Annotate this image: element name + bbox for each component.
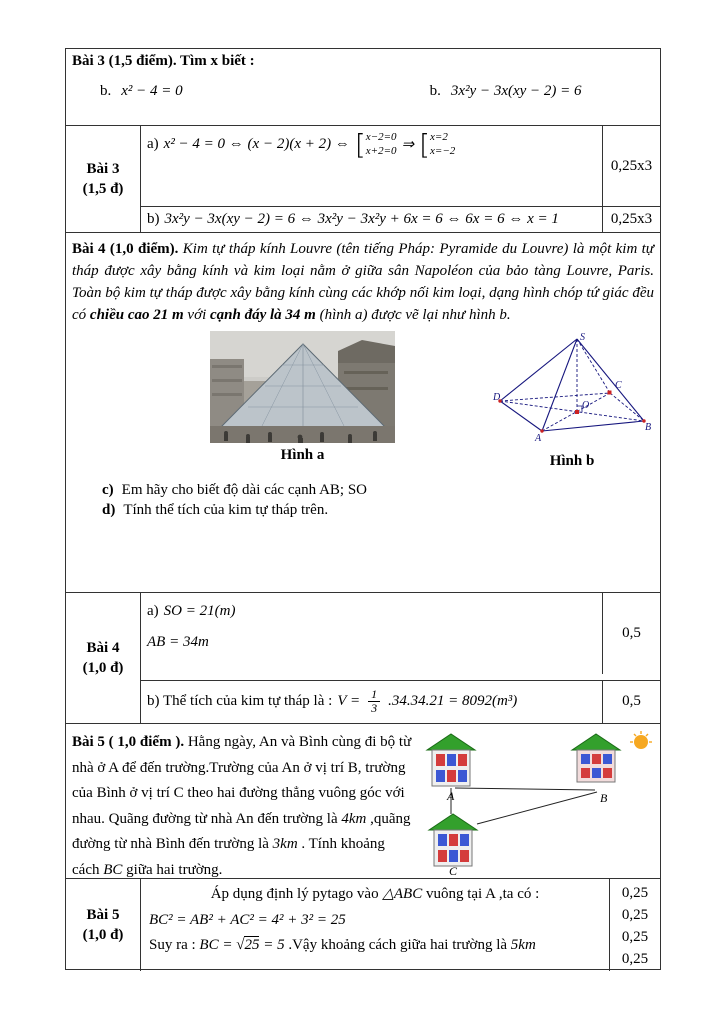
bai3-equations [72, 83, 654, 100]
louvre-photo [210, 331, 395, 443]
pyramid-apex-label: S [580, 332, 585, 343]
bai5-line1-post: vuông tại A ,ta có : [422, 886, 540, 902]
bai3-solution-row-a [141, 126, 603, 206]
pyramid-b-label: B [645, 422, 652, 433]
bai3-a-case1-top: x−2=0 [365, 131, 397, 143]
house-icon-b [572, 734, 620, 782]
figure-b [492, 331, 652, 470]
bai4-b-formula [147, 688, 517, 717]
bai3-score-b-value: 0,25x3 [610, 211, 653, 227]
bai4-solution-row-a [141, 593, 603, 674]
bai3-solution-label-line2: (1,5 đ) [82, 181, 124, 197]
bai3-b-prefix: b) [147, 211, 160, 227]
bai3-a-case2-top: x=2 [430, 131, 448, 143]
bai5-line3-km: 5km [510, 937, 536, 953]
bai4-a-line2 [147, 634, 596, 651]
bai4-a-prefix: a) [147, 603, 159, 619]
bai5-line3-conclusion: .Vậy khoảng cách giữa hai trường là [284, 937, 511, 953]
figure-a-caption: Hình a [280, 447, 325, 463]
bai3-score-b [603, 206, 660, 232]
bai3-solution-row-b [141, 206, 603, 232]
question-d-text: Tính thể tích của kim tự tháp trên. [123, 502, 329, 518]
house-icon-a [427, 734, 475, 786]
bai5-score-4: 0,25 [621, 951, 649, 967]
map-label-b: B [600, 791, 608, 805]
bai4-score-a [603, 593, 660, 674]
bai5-solution-content [141, 879, 610, 971]
bai4-figures [72, 331, 654, 470]
bai4-questions [102, 480, 654, 520]
radicand-value: 25 [244, 937, 260, 953]
bai3-solution-label-line1: Bài 3 [86, 161, 120, 177]
bai5-text-3: . Tính khoảng cách [72, 836, 385, 878]
fraction-denominator: 3 [371, 701, 378, 716]
left-bracket-icon: [ [419, 127, 431, 161]
map-label-c: C [449, 864, 458, 876]
question-c-label: c) [102, 482, 114, 498]
bai3-equation-1 [100, 83, 183, 100]
bai3-score-a-value: 0,25x3 [610, 157, 653, 174]
bai4-solution-row-b [141, 680, 603, 723]
bai5-statement-section [66, 724, 660, 879]
bai4-text-2: với [183, 307, 211, 323]
bai4-solution-label-line2: (1,0 đ) [82, 660, 124, 676]
fraction-numerator: 1 [368, 688, 380, 703]
bai5-distance-ac: 3km [272, 836, 298, 852]
bai3-equation-2-label: b. [429, 83, 441, 99]
bai4-a-line1 [147, 603, 596, 620]
question-d-label: d) [102, 502, 116, 518]
bai5-line1-pre: Áp dụng định lý pytago vào [210, 886, 383, 902]
triangle-abc: △ABC [382, 886, 423, 902]
bai3-solution-a-formula [147, 127, 596, 161]
bai4-solution-label [66, 593, 141, 723]
bai4-height-value: chiều cao 21 m [89, 307, 184, 323]
one-third-fraction [368, 688, 380, 717]
bai3-a-prefix: a) [147, 135, 159, 152]
pyramid-d-label: D [493, 392, 501, 403]
bai5-score-2: 0,25 [621, 907, 649, 923]
bai5-line3-bc: BC = [199, 937, 237, 953]
bai3-a-cases-1 [354, 127, 397, 161]
bai5-scores [610, 879, 660, 971]
bai3-equation-1-formula: x² − 4 = 0 [121, 83, 183, 99]
bai5-solution-label-line1: Bài 5 [86, 907, 120, 923]
schools-map-diagram [419, 730, 656, 876]
bai5-solution-line3 [149, 937, 601, 954]
bai4-solution-table [66, 593, 660, 724]
bai3-a-main-formula: x² − 4 = 0 ⇔ (x − 2)(x + 2) ⇔ [163, 135, 350, 152]
bai3-a-case2-bottom: x=−2 [430, 145, 456, 158]
bai5-bc-symbol: BC [103, 861, 123, 878]
bai3-score-a [603, 126, 660, 206]
bai3-equation-1-label: b. [100, 83, 112, 99]
bai5-score-3: 0,25 [621, 929, 649, 945]
bai5-text-2: ,quãng đường từ nhà Bình đến trường là [72, 810, 411, 852]
bai4-b-v: V = [337, 693, 361, 710]
bai4-statement-section [66, 233, 660, 593]
house-icon-c [429, 814, 477, 866]
bai4-solution-label-line1: Bài 4 [86, 640, 120, 656]
bai5-solution-table [66, 879, 660, 971]
bai5-score-1: 0,25 [621, 885, 649, 901]
bai5-text-1: Hằng ngày, An và Bình cùng đi bộ từ nhà ở A để đến trường.Trường của An ở vị trí B, trường của Bình ở vị trí C theo hai đường thẳng vuông góc với nhau. Quãng đường từ nhà An đến trường là [72, 734, 412, 827]
bai4-score-b [603, 680, 660, 723]
sqrt-expression [236, 936, 259, 953]
bai4-b-result: .34.34.21 = 8092(m³) [388, 693, 518, 710]
bai5-figure [419, 730, 656, 876]
pyramid-c-label: C [615, 380, 622, 391]
question-c-text: Em hãy cho biết độ dài các cạnh AB; SO [121, 482, 368, 498]
bai5-text-4: giữa hai trường. [122, 861, 223, 878]
bai4-question-d [102, 500, 654, 520]
bai4-b-text: b) Thể tích của kim tự tháp là : [147, 693, 333, 710]
bai3-statement-section [66, 49, 660, 126]
bai5-line3-eq: = 5 [259, 937, 285, 953]
bai5-solution-label-line2: (1,0 đ) [82, 927, 124, 943]
bai4-title: Bài 4 (1,0 điểm). [72, 241, 179, 257]
bai3-a-case1-bottom: x+2=0 [365, 145, 397, 158]
bai3-a-arrow: ⇒ [401, 136, 415, 153]
figure-b-caption: Hình b [549, 453, 595, 469]
pyramid-diagram [492, 331, 652, 449]
bai4-so-value: SO = 21(m) [163, 603, 236, 619]
bai3-solution-table [66, 126, 660, 233]
exam-answer-sheet [65, 48, 661, 970]
bai4-score-a-value: 0,5 [622, 625, 641, 641]
bai3-b-main-formula: 3x²y − 3x(xy − 2) = 6 ⇔ 3x²y − 3x²y + 6x = 6 ⇔ 6x = 6 ⇔ x = 1 [164, 211, 559, 227]
bai5-solution-label [66, 879, 141, 971]
radical-icon: √ [236, 937, 245, 953]
bai3-solution-b-formula [147, 211, 596, 228]
bai4-ab-value: AB = 34m [147, 634, 209, 650]
bai4-text-1: Kim tự tháp kính Louvre (tên tiếng Pháp: Pyramide du Louvre) là một kim tự tháp được xây bằng kính và kim loại nằm ở giữa sân Napoléon của bảo tàng Louvre, Paris. Toàn bộ kim tự tháp được xây bằng kính cùng các khớp nối kim loại, dạng hình chóp tứ giác đều có [72, 241, 654, 323]
bai3-equation-2-formula: 3x²y − 3x(xy − 2) = 6 [450, 83, 582, 99]
bai3-heading [72, 53, 654, 70]
sun-icon [630, 731, 652, 749]
bai3-a-cases-2 [419, 127, 456, 161]
bai4-score-b-value: 0,5 [622, 693, 641, 710]
bai5-distance-ab: 4km [341, 810, 367, 827]
bai3-prompt: Tìm x biết : [176, 53, 255, 69]
bai5-line3-pre: Suy ra : [149, 937, 200, 953]
map-label-a: A [447, 789, 455, 803]
bai4-base-value: cạnh đáy là 34 m [210, 307, 316, 323]
left-bracket-icon: [ [354, 127, 366, 161]
bai5-solution-line2: BC² = AB² + AC² = 4² + 3² = 25 [149, 912, 346, 928]
bai5-solution-line1 [149, 884, 601, 903]
bai4-text-3: (hình a) được vẽ lại như hình b. [315, 307, 511, 323]
bai4-question-c [102, 480, 654, 500]
bai3-solution-label [66, 126, 141, 232]
bai4-paragraph [72, 238, 654, 326]
figure-a [210, 331, 395, 464]
bai3-title: Bài 3 (1,5 điểm). [72, 53, 177, 69]
pyramid-a-label: A [535, 433, 542, 444]
bai3-equation-2 [430, 83, 582, 100]
bai5-title: Bài 5 ( 1,0 điểm ). [72, 734, 185, 750]
pyramid-o-label: O [582, 400, 590, 411]
